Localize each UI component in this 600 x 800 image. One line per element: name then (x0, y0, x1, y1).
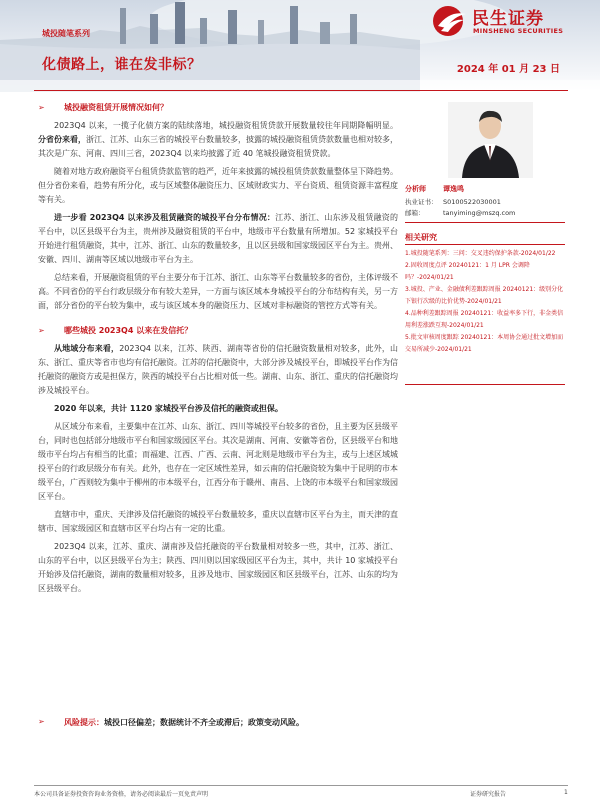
report-date: 2024 年 01 月 23 日 (456, 64, 560, 75)
related-research-title: 相关研究 (405, 233, 437, 242)
header-divider (34, 90, 568, 91)
analyst-photo (448, 102, 533, 178)
related-bottom-divider (405, 384, 565, 385)
section-heading: ➢ 城投融资租赁开展情况如何？ (38, 103, 168, 112)
analyst-email[interactable]: tanyiming@mszq.com (443, 209, 516, 217)
footer-disclaimer: 本公司具备证券投资咨询业务资格，请务必阅读最后一页免责声明 (34, 791, 209, 798)
main-content (38, 102, 398, 600)
analyst-name: 谭逸鸣 (443, 185, 464, 193)
analyst-email-row: 邮箱： tanyiming@mszq.com (405, 209, 516, 217)
header-banner (0, 0, 600, 92)
related-research-list (405, 248, 565, 356)
paragraph-highlight: 2020 年以来，共计 1120 家城投平台涉及信托的融资或担保。 (54, 404, 283, 413)
paragraph: 进一步看 2023Q4 以来涉及租赁融资的城投平台分布情况：江苏、浙江、山东涉及租赁融资的平台中，以区县级平台为主，贵州涉及融资租赁的平台中，地级市平台数量有所增加。52 家城投平台开始进行租赁融资，其中，江苏、浙江、山东的数量较多，且以区县级和国家级园区平台为主。贵州、安徽、四川、湖南等区域以地级市平台为主。 (38, 213, 398, 264)
related-item[interactable]: 5.批文审核周度跟踪 20240121：本周协会通过批文增加而交易所减少-2024/01/21 (405, 334, 564, 353)
related-item[interactable]: 3.城投、产业、金融债利差跟踪周报 20240121：级别分化下银行次级的比价优势-2024/01/21 (405, 286, 564, 305)
arrow-icon: ➢ (38, 717, 45, 726)
arrow-icon: ➢ (38, 103, 45, 112)
analyst-cert: S0100522030001 (443, 198, 501, 206)
risk-warning: ➢ 风险提示：城投口径偏差；数据统计不齐全或滞后；政策变动风险。 (38, 717, 304, 727)
report-series: 城投随笔系列 (42, 29, 90, 38)
section-heading: ➢ 哪些城投 2023Q4 以来在发信托？ (38, 326, 193, 335)
logo-chinese-name: 民生证券 (472, 9, 544, 29)
related-item[interactable]: 2.固收周度点评 20240121：1 月 LPR 会调降吗？-2024/01/21 (405, 262, 530, 281)
footer-report-type: 证券研究报告 (470, 791, 507, 798)
analyst-cert-row: 执业证书： S0100522030001 (405, 198, 501, 206)
paragraph: 随着对地方政府融资平台租赁贷款监管的趋严，近年来披露的城投租赁贷款数量整体呈下降趋势。但分省份来看，趋势有所分化，或与区域整体融资压力、区域财政实力、平台资质、租赁资源丰富程度等有关。 (38, 167, 398, 204)
company-logo (432, 2, 582, 42)
footer-divider (34, 785, 568, 786)
related-divider (405, 244, 565, 245)
paragraph: 2023Q4 以来，江苏、重庆、湖南涉及信托融资的平台数量相对较多一些，其中，江苏、浙江、山东的平台中，以区县级平台为主；陕西、四川则以国家级园区平台为主，其中，共计 10 家城投平台开始涉及信托融资，湖南的数量相对较多，且涉及地市、国家级园区和区县级平台，江苏、山东的均为区县级平台。 (38, 542, 398, 593)
logo-english-name: MINSHENG SECURITIES (473, 27, 564, 35)
analyst-divider (405, 222, 565, 223)
paragraph: 从地域分布来看，2023Q4 以来，江苏、陕西、湖南等省份的信托融资数量相对较多，此外，山东、浙江、重庆等省市也均有信托融资。江苏的信托融资中，大部分涉及城投平台，即城投平台作为信托融资的融资方或是担保方，陕西的城投平台占比相对低一些。湖南、山东、浙江、重庆的信托融资均涉及城投平台。 (38, 344, 398, 395)
minsheng-logo-icon (432, 4, 468, 38)
analyst-name-row: 分析师 谭逸鸣 (405, 185, 464, 193)
arrow-icon: ➢ (38, 326, 45, 335)
paragraph: 直辖市中，重庆、天津涉及信托融资的城投平台数量较多，重庆以直辖市区平台为主，而天津的直辖市、国家级园区和直辖市区平台均占有一定的比重。 (38, 510, 398, 533)
related-item[interactable]: 1.城投随笔系列：三问：交叉违约保护条款-2024/01/22 (405, 250, 556, 257)
related-item[interactable]: 4.品种利差跟踪周报 20240121：收益率多下行，非金类信用利差涨跌互现-2024/01/21 (405, 310, 564, 329)
page-number: 1 (564, 789, 568, 796)
paragraph: 总结来看，开展融资租赁的平台主要分布于江苏、浙江、山东等平台数量较多的省份，主体评级不高。不同省份的平台行政层级分布有较大差异，一方面与该区域本身城投平台的分布结构有关，另一方面，部分省份的平台较为集中，或与该区域本身的融资压力、区域对非标融资的管控方式等有关。 (38, 273, 398, 310)
person-icon (448, 102, 533, 178)
paragraph: 2023Q4 以来，一揽子化债方案的陆续落地，城投融资租赁贷款开展数量较往年同期降幅明显。分省份来看，浙江、江苏、山东三省的城投平台数量较多，披露的城投融资租赁贷款数量也相对较多，其次是广东、河南、四川三省，2023Q4 以来均披露了近 40 笔城投融资租赁贷款。 (38, 121, 398, 158)
paragraph: 从区域分布来看，主要集中在江苏、山东、浙江、四川等城投平台较多的省份，且主要为区县级平台，同时也包括部分地级市平台和国家级园区平台。其次是湖南、河南、安徽等省份，区县级平台和地级市平台均占有相当的比重；而福建、江西、广西、云南、河北则是地级市平台为主，或与上述区域城投平台的行政层级分布有关。此外，也存在一定区域性差异，如云南的信托融资较为集中于昆明的市本级平台，广西则较为集中于柳州的市本级平台，江西分布于赣州、南昌、上饶的市本级平台和国家级园区平台。 (38, 422, 398, 501)
report-title: 化债路上，谁在发非标？ (42, 57, 202, 73)
